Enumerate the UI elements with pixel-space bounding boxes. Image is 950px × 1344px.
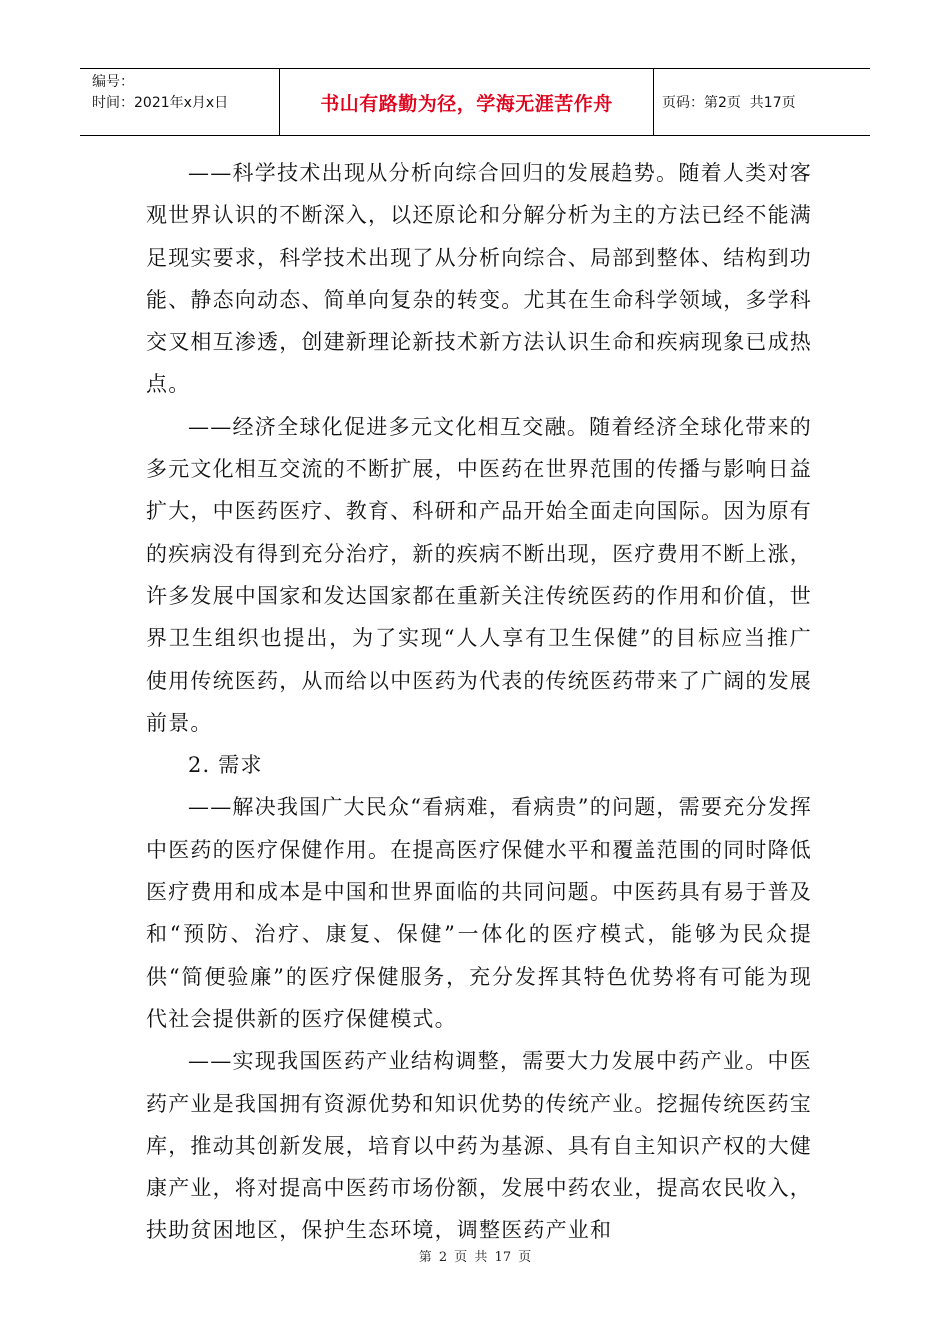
body-paragraph: ——科学技术出现从分析向综合回归的发展趋势。随着人类对客观世界认识的不断深入，以还原论和分解分析为主的方法已经不能满足现实要求，科学技术出现了从分析向综合、局部到整体、结构到功能、静态向动态、简单向复杂的转变。尤其在生命科学领域，多学科交叉相互渗透，创建新理论新技术新方法认识生命和疾病现象已成热点。 bbox=[146, 161, 812, 397]
section-heading: 2. 需求 bbox=[188, 753, 263, 778]
footer-page-number: 第 2 页 共 17 页 bbox=[418, 1250, 532, 1265]
body-paragraph: ——经济全球化促进多元文化相互交融。随着经济全球化带来的多元文化相互交流的不断扩展，中医药在世界范围的传播与影响日益扩大，中医药医疗、教育、科研和产品开始全面走向国际。因为原有的疾病没有得到充分治疗，新的疾病不断出现，医疗费用不断上涨，许多发展中国家和发达国家都在重新关注传统医药的作用和价值，世界卫生组织也提出，为了实现“人人享有卫生保健”的目标应当推广使用传统医药，从而给以中医药为代表的传统医药带来了广阔的发展前景。 bbox=[146, 414, 812, 735]
document-body bbox=[146, 152, 812, 1252]
document-header bbox=[80, 68, 870, 136]
page-footer bbox=[0, 1246, 950, 1265]
body-paragraph: ——解决我国广大民众“看病难，看病贵”的问题，需要充分发挥中医药的医疗保健作用。在提高医疗保健水平和覆盖范围的同时降低医疗费用和成本是中国和世界面临的共同问题。中医药具有易于普及和“预防、治疗、康复、保健”一体化的医疗模式，能够为民众提供“简便验廉”的医疗保健服务，充分发挥其特色优势将有可能为现代社会提供新的医疗保健模式。 bbox=[146, 795, 812, 1031]
header-motto bbox=[280, 69, 654, 135]
header-time-label: 时间：2021年x月x日 bbox=[92, 95, 229, 111]
header-meta bbox=[80, 69, 280, 135]
header-number-label: 编号： bbox=[92, 74, 134, 90]
header-motto-text: 书山有路勤为径，学海无涯苦作舟 bbox=[320, 92, 613, 115]
header-page-info bbox=[654, 69, 870, 135]
header-page-info-text: 页码：第2页 共17页 bbox=[662, 95, 796, 111]
body-paragraph: ——实现我国医药产业结构调整，需要大力发展中药产业。中医药产业是我国拥有资源优势和知识优势的传统产业。挖掘传统医药宝库，推动其创新发展，培育以中药为基源、具有自主知识产权的大健康产业，将对提高中医药市场份额，发展中药农业，提高农民收入，扶助贫困地区，保护生态环境，调整医药产业和 bbox=[146, 1049, 812, 1243]
